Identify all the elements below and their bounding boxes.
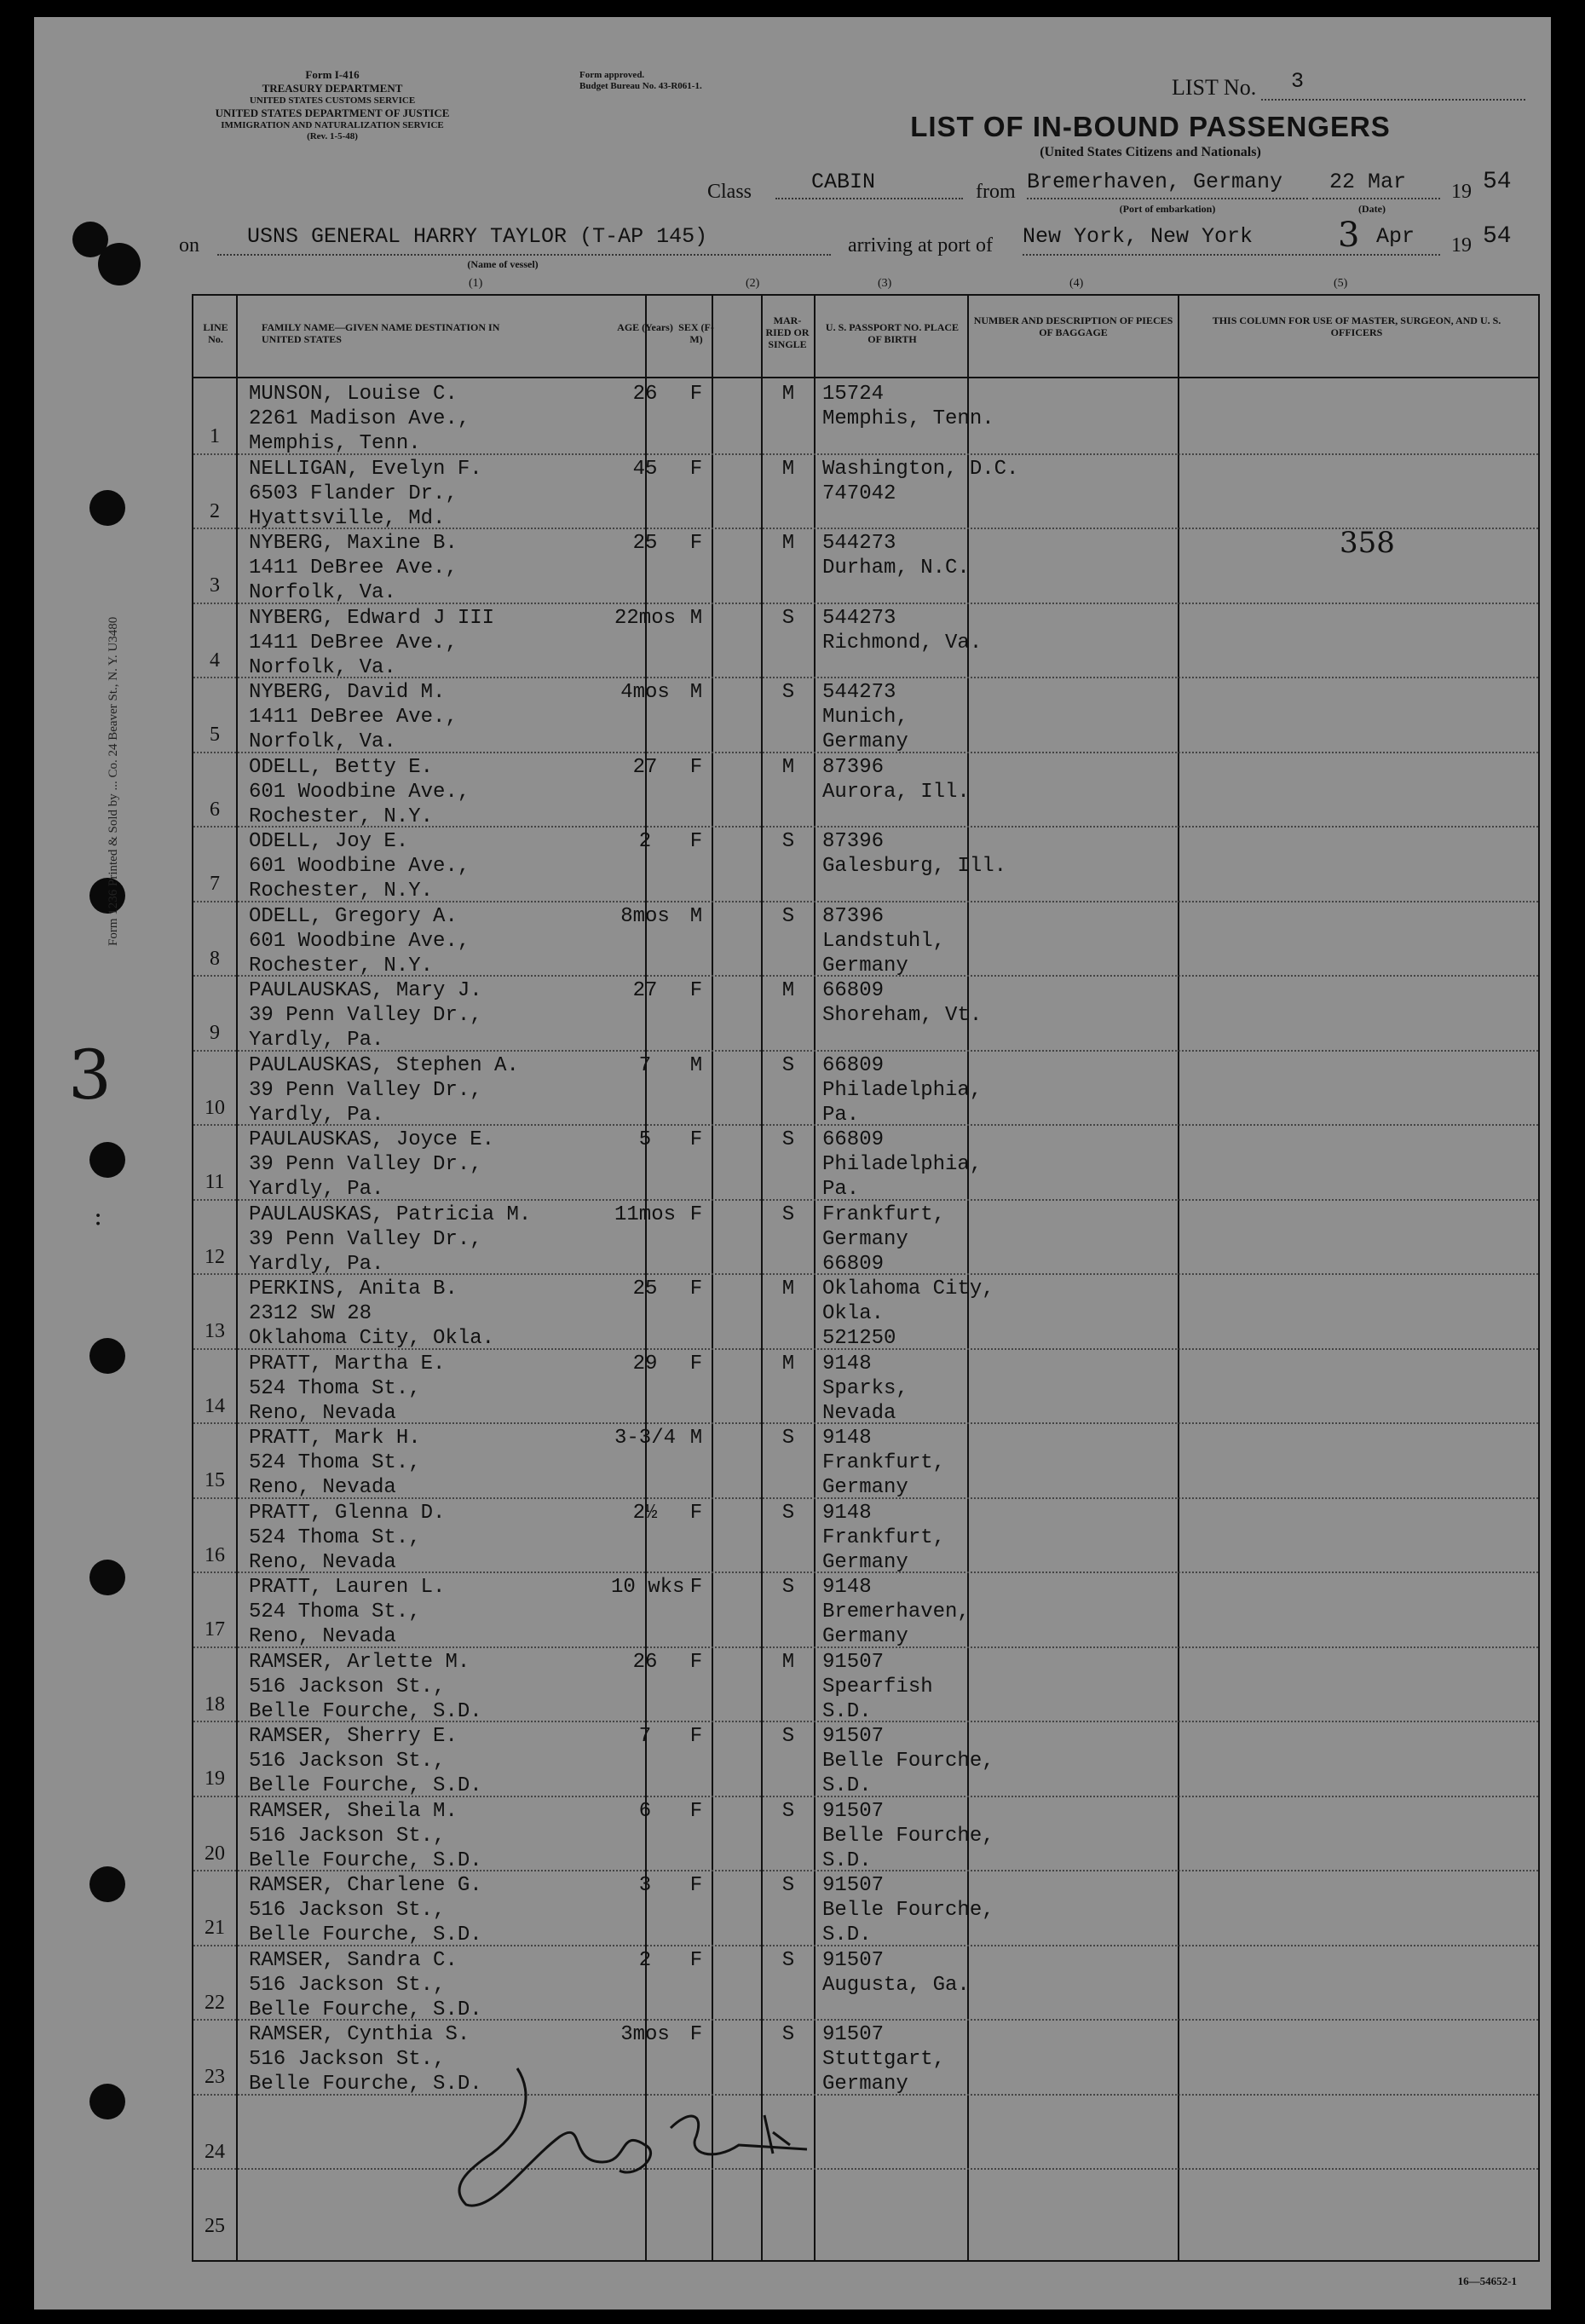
passenger-marital: S [781, 1202, 795, 1226]
passenger-name-address: PRATT, Martha E. 524 Thoma St., Reno, Nevada [249, 1352, 446, 1425]
embark-year: 54 [1483, 169, 1512, 195]
passport-birthplace: 66809 Shoreham, Vt. [822, 979, 983, 1027]
arrival-day: 3 [1338, 216, 1360, 255]
passenger-name-address: PAULAUSKAS, Patricia M. 39 Penn Valley Dr., Yardly, Pa. [249, 1202, 532, 1276]
passenger-name-address: ODELL, Betty E. 601 Woodbine Ave., Rochester, N.Y. [249, 755, 470, 828]
passenger-sex: F [689, 1128, 703, 1151]
passenger-name-address: RAMSER, Sherry E. 516 Jackson St., Belle Fourche, S.D. [249, 1725, 482, 1797]
passenger-age: 7 [638, 1053, 652, 1077]
line-number: 1 [210, 425, 220, 447]
row-divider [193, 1571, 1538, 1573]
col-num-5: (5) [1334, 277, 1348, 290]
passenger-name-address: RAMSER, Arlette M. 516 Jackson St., Belle Fourche, S.D. [249, 1650, 482, 1723]
passenger-age: 11mos [614, 1202, 676, 1226]
arrival-port: New York, New York [1023, 224, 1254, 249]
line-number: 9 [210, 1022, 220, 1044]
arrival-month: Apr [1376, 224, 1415, 249]
line-number: 14 [205, 1394, 225, 1417]
year-label-2: 19 [1451, 234, 1472, 257]
passport-birthplace: 87396 Landstuhl, Germany [822, 904, 946, 977]
passport-birthplace: 9148 Frankfurt, Germany [822, 1427, 946, 1499]
line-number: 10 [205, 1096, 225, 1119]
passenger-sex: F [689, 532, 703, 555]
passenger-sex: F [689, 1277, 703, 1300]
passenger-age: 45 [632, 457, 658, 481]
table-row [193, 1124, 1538, 1201]
punch-hole [89, 2084, 125, 2119]
form-footer-code: 16—54652-1 [1457, 2275, 1517, 2287]
line-number: 22 [205, 1991, 225, 2014]
passenger-name-address: PERKINS, Anita B. 2312 SW 28 Oklahoma City, Okla. [249, 1277, 495, 1350]
from-port: Bremerhaven, Germany [1027, 170, 1283, 194]
passport-birthplace: 87396 Aurora, Ill. [822, 755, 970, 804]
table-row [193, 1050, 1538, 1127]
table-row [193, 1870, 1538, 1944]
passenger-name-address: NELLIGAN, Evelyn F. 6503 Flander Dr., Hyattsville, Md. [249, 457, 482, 530]
passenger-marital: M [781, 532, 795, 555]
row-divider [193, 453, 1538, 455]
on-label: on [179, 234, 199, 257]
header-line-no: LINE No. [203, 321, 228, 345]
table-row [193, 1571, 1538, 1646]
passenger-sex: F [689, 457, 703, 481]
table-row [193, 752, 1538, 826]
passenger-sex: M [689, 1427, 703, 1450]
passenger-marital: S [781, 681, 795, 704]
passenger-sex: F [689, 755, 703, 779]
list-no-value: 3 [1291, 69, 1305, 94]
passenger-name-address: RAMSER, Sheila M. 516 Jackson St., Belle Fourche, S.D. [249, 1799, 482, 1872]
passenger-name-address: RAMSER, Charlene G. 516 Jackson St., Belle Fourche, S.D. [249, 1874, 482, 1946]
passenger-age: 4mos [620, 681, 670, 704]
header-officers: THIS COLUMN FOR USE OF MASTER, SURGEON, AND U. S. OFFICERS [1212, 314, 1501, 338]
passenger-sex: F [689, 1874, 703, 1897]
passenger-name-address: NYBERG, Edward J III 1411 DeBree Ave., Norfolk, Va. [249, 606, 495, 679]
passenger-name-address: ODELL, Joy E. 601 Woodbine Ave., Rochester, N.Y. [249, 830, 470, 902]
line-number: 7 [210, 873, 220, 895]
passenger-marital: S [781, 606, 795, 630]
passenger-marital: S [781, 1874, 795, 1897]
line-number: 2 [210, 499, 220, 522]
passport-birthplace: 9148 Frankfurt, Germany [822, 1501, 946, 1574]
table-row [193, 378, 1538, 453]
passenger-sex: M [689, 904, 703, 928]
line-number: 23 [205, 2066, 225, 2088]
row-divider [193, 1050, 1538, 1052]
passenger-age: 3 [638, 1874, 652, 1897]
line-number: 11 [205, 1171, 225, 1193]
row-divider [193, 1348, 1538, 1350]
passenger-sex: F [689, 1948, 703, 1972]
row-divider [193, 1870, 1538, 1871]
row-divider [193, 826, 1538, 828]
passenger-sex: F [689, 1576, 703, 1599]
passenger-age: 22mos [614, 606, 676, 630]
passport-birthplace: 66809 Philadelphia, Pa. [822, 1053, 983, 1127]
passenger-marital: S [781, 904, 795, 928]
punch-hole [89, 1338, 125, 1374]
table-row [193, 826, 1538, 900]
side-print: Form 1236 Printed & Sold by ... Co. 24 Beaver St., N. Y. U3480 [107, 616, 120, 946]
table-row [193, 1646, 1538, 1721]
passenger-age: 7 [638, 1725, 652, 1748]
passenger-age: 6 [638, 1799, 652, 1823]
row-divider [193, 1497, 1538, 1499]
passenger-table [192, 294, 1540, 2262]
passenger-name-address: MUNSON, Louise C. 2261 Madison Ave., Memphis, Tenn. [249, 383, 470, 455]
row-divider [193, 975, 1538, 977]
header-age: AGE (Years) [617, 321, 673, 333]
passenger-marital: M [781, 1277, 795, 1300]
passport-birthplace: 15724 Memphis, Tenn. [822, 383, 994, 430]
passenger-marital: S [781, 1053, 795, 1077]
page-subtitle: (United States Citizens and Nationals) [1040, 145, 1261, 159]
agency-block: Form I-416 TREASURY DEPARTMENT UNITED STATES CUSTOMS SERVICE UNITED STATES DEPARTMENT OF JUSTICE IMMIGRATION AND NATURALIZATION SERVICE (Rev. 1-5-48) [215, 68, 450, 141]
passenger-age: 5 [638, 1128, 652, 1151]
header-passport: U. S. PASSPORT NO. PLACE OF BIRTH [825, 321, 960, 345]
passenger-age: 27 [632, 755, 658, 779]
passenger-name-address: ODELL, Gregory A. 601 Woodbine Ave., Rochester, N.Y. [249, 904, 470, 977]
passport-birthplace: Oklahoma City, Okla. 521250 [822, 1277, 994, 1350]
passenger-sex: M [689, 606, 703, 630]
table-row [193, 1796, 1538, 1870]
line-number: 4 [210, 649, 220, 672]
row-divider [193, 1124, 1538, 1126]
margin-handwritten-number: 3 [68, 1035, 112, 1115]
passenger-marital: S [781, 1725, 795, 1748]
row-divider [193, 1422, 1538, 1424]
line-number: 15 [205, 1469, 225, 1491]
passenger-age: 29 [632, 1352, 658, 1375]
passenger-name-address: RAMSER, Sandra C. 516 Jackson St., Belle Fourche, S.D. [249, 1948, 482, 2021]
passenger-age: 8mos [620, 904, 670, 928]
row-divider [193, 1199, 1538, 1201]
passenger-marital: S [781, 1799, 795, 1823]
passport-birthplace: 91507 Stuttgart, Germany [822, 2023, 946, 2096]
passenger-age: 3mos [620, 2023, 670, 2046]
passenger-sex: F [689, 830, 703, 853]
col-num-1: (1) [469, 277, 483, 290]
line-number: 8 [210, 947, 220, 970]
table-row [193, 1348, 1538, 1425]
line-number: 16 [205, 1543, 225, 1566]
table-row [193, 1497, 1538, 1574]
punch-hole [89, 490, 125, 526]
passenger-age: 10 wks [611, 1576, 685, 1599]
passenger-marital: M [781, 383, 795, 406]
line-number: 24 [205, 2140, 225, 2163]
date-caption: (Date) [1358, 203, 1386, 215]
row-divider [193, 1273, 1538, 1275]
passenger-age: 25 [632, 1277, 658, 1300]
passenger-name-address: PRATT, Lauren L. 524 Thoma St., Reno, Nevada [249, 1576, 446, 1648]
passenger-sex: M [689, 1053, 703, 1077]
passenger-sex: F [689, 1202, 703, 1226]
page-title: LIST OF IN-BOUND PASSENGERS [910, 111, 1391, 142]
row-divider [193, 1721, 1538, 1722]
passenger-marital: M [781, 457, 795, 481]
line-number: 6 [210, 798, 220, 821]
passenger-age: 2 [638, 1948, 652, 1972]
header-sex: SEX (F-M) [678, 321, 714, 345]
table-row [193, 677, 1538, 751]
punch-hole [89, 1560, 125, 1595]
row-divider [193, 603, 1538, 604]
passport-birthplace: Frankfurt, Germany 66809 [822, 1202, 946, 1276]
header-married: MAR-RIED OR SINGLE [765, 314, 810, 350]
table-row [193, 975, 1538, 1052]
passenger-name-address: NYBERG, David M. 1411 DeBree Ave., Norfolk, Va. [249, 681, 458, 753]
row-divider [193, 1945, 1538, 1946]
document-sheet [34, 17, 1551, 2310]
passenger-sex: F [689, 1650, 703, 1674]
row-divider [193, 2019, 1538, 2021]
passenger-sex: M [689, 681, 703, 704]
passport-birthplace: Washington, D.C. 747042 [822, 457, 1019, 505]
table-row [193, 901, 1538, 975]
passport-birthplace: 87396 Galesburg, Ill. [822, 830, 1007, 878]
passenger-sex: F [689, 2023, 703, 2046]
passport-birthplace: 544273 Munich, Germany [822, 681, 908, 753]
passenger-marital: S [781, 1948, 795, 1972]
embark-date: 22 Mar [1329, 170, 1407, 194]
passenger-sex: F [689, 1799, 703, 1823]
passenger-age: 2 [638, 830, 652, 853]
line-number: 13 [205, 1320, 225, 1342]
header-name: FAMILY NAME—GIVEN NAME DESTINATION IN UNITED STATES [262, 321, 500, 345]
passenger-age: 26 [632, 383, 658, 406]
passenger-name-address: PAULAUSKAS, Mary J. 39 Penn Valley Dr., Yardly, Pa. [249, 979, 482, 1052]
punch-hole [98, 243, 141, 285]
margin-mark: : [94, 1202, 103, 1231]
passenger-sex: F [689, 1501, 703, 1525]
line-number: 19 [205, 1768, 225, 1790]
passenger-marital: S [781, 1501, 795, 1525]
passenger-name-address: RAMSER, Cynthia S. 516 Jackson St., Belle Fourche, S.D. [249, 2023, 482, 2096]
line-number: 12 [205, 1245, 225, 1268]
header-baggage: NUMBER AND DESCRIPTION OF PIECES OF BAGGAGE [973, 314, 1173, 338]
row-divider [193, 1796, 1538, 1797]
table-row [193, 1945, 1538, 2019]
passenger-name-address: PRATT, Mark H. 524 Thoma St., Reno, Nevada [249, 1427, 421, 1499]
passport-birthplace: 9148 Bremerhaven, Germany [822, 1576, 970, 1648]
line-number: 25 [205, 2215, 225, 2237]
passenger-age: 2½ [632, 1501, 658, 1525]
punch-hole [89, 1866, 125, 1902]
line-number: 18 [205, 1693, 225, 1716]
passenger-sex: F [689, 979, 703, 1002]
vessel-name: USNS GENERAL HARRY TAYLOR (T-AP 145) [247, 224, 708, 249]
table-row [193, 603, 1538, 677]
passenger-name-address: PAULAUSKAS, Joyce E. 39 Penn Valley Dr., Yardly, Pa. [249, 1128, 495, 1201]
line-number: 20 [205, 1842, 225, 1865]
arrival-year: 54 [1483, 223, 1512, 250]
passenger-name-address: PRATT, Glenna D. 524 Thoma St., Reno, Nevada [249, 1501, 446, 1574]
passport-birthplace: 66809 Philadelphia, Pa. [822, 1128, 983, 1201]
passport-birthplace: 91507 Belle Fourche, S.D. [822, 1799, 994, 1872]
passenger-age: 26 [632, 1650, 658, 1674]
passenger-marital: S [781, 1427, 795, 1450]
table-row [193, 1199, 1538, 1276]
passport-birthplace: 9148 Sparks, Nevada [822, 1352, 908, 1425]
passenger-marital: S [781, 1576, 795, 1599]
passenger-name-address: PAULAUSKAS, Stephen A. 39 Penn Valley Dr., Yardly, Pa. [249, 1053, 519, 1127]
from-label: from [976, 181, 1016, 203]
passenger-sex: F [689, 1352, 703, 1375]
line-number: 5 [210, 724, 220, 746]
passenger-marital: S [781, 2023, 795, 2046]
class-label: Class [707, 181, 752, 203]
row-divider [193, 528, 1538, 529]
passport-birthplace: 91507 Spearfish S.D. [822, 1650, 933, 1723]
passenger-name-address: NYBERG, Maxine B. 1411 DeBree Ave., Norfolk, Va. [249, 532, 458, 604]
officer-note: 358 [1340, 526, 1395, 560]
passenger-age: 27 [632, 979, 658, 1002]
col-num-2: (2) [746, 277, 760, 290]
passenger-marital: S [781, 830, 795, 853]
row-divider [193, 901, 1538, 902]
arriving-label: arriving at port of [848, 234, 993, 257]
line-number: 21 [205, 1917, 225, 1939]
list-no-label: LIST No. [1172, 75, 1257, 100]
handwritten-signature [364, 2034, 841, 2222]
col-num-3: (3) [878, 277, 892, 290]
passenger-marital: M [781, 755, 795, 779]
passport-birthplace: 91507 Belle Fourche, S.D. [822, 1725, 994, 1797]
col-num-4: (4) [1069, 277, 1084, 290]
row-divider [193, 1646, 1538, 1648]
passenger-age: 25 [632, 532, 658, 555]
passenger-age: 3-3/4 [614, 1427, 676, 1450]
table-row [193, 1273, 1538, 1350]
table-row [193, 1422, 1538, 1499]
passport-birthplace: 544273 Richmond, Va. [822, 606, 983, 655]
row-divider [193, 677, 1538, 678]
vessel-caption: (Name of vessel) [467, 258, 539, 270]
class-value: CABIN [811, 170, 876, 194]
line-number: 3 [210, 574, 220, 597]
passport-birthplace: 91507 Augusta, Ga. [822, 1948, 970, 1997]
table-row [193, 1721, 1538, 1795]
passenger-marital: M [781, 1650, 795, 1674]
passenger-marital: S [781, 1128, 795, 1151]
from-caption: (Port of embarkation) [1119, 203, 1216, 215]
approval-note: Form approved. Budget Bureau No. 43-R061-1. [579, 70, 702, 91]
passport-birthplace: 544273 Durham, N.C. [822, 532, 970, 580]
line-number: 17 [205, 1618, 225, 1641]
passenger-marital: M [781, 979, 795, 1002]
passport-birthplace: 91507 Belle Fourche, S.D. [822, 1874, 994, 1946]
passenger-sex: F [689, 1725, 703, 1748]
table-row [193, 528, 1538, 602]
punch-hole [89, 1142, 125, 1178]
passenger-marital: M [781, 1352, 795, 1375]
row-divider [193, 752, 1538, 753]
year-label: 19 [1451, 181, 1472, 203]
table-row [193, 453, 1538, 528]
passenger-sex: F [689, 383, 703, 406]
